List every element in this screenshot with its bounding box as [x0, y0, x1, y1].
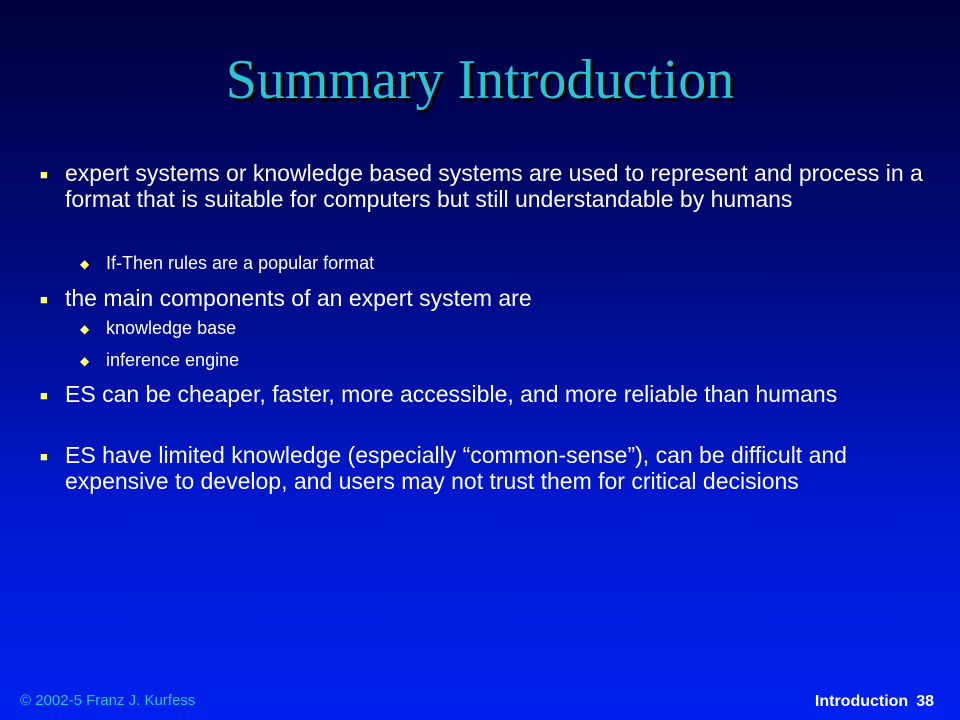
sub-bullet-text: If-Then rules are a popular format: [106, 253, 375, 273]
sub-bullet-text: inference engine: [106, 350, 240, 370]
sub-bullet-text: knowledge base: [106, 318, 237, 338]
square-bullet-icon: ■: [40, 292, 48, 307]
bullet-item: [40, 442, 930, 494]
footer-page-info: [815, 692, 934, 712]
bullet-item: [40, 285, 930, 313]
footer-copyright: © 2002-5 Franz J. Kurfess: [20, 692, 196, 709]
footer-section: Introduction: [814, 693, 909, 710]
square-bullet-icon: ■: [40, 167, 48, 182]
sub-bullet-item: [80, 252, 930, 275]
footer-page-number: 38: [916, 693, 934, 710]
diamond-bullet-icon: ◆: [80, 322, 90, 336]
sub-bullet-item: [80, 349, 930, 372]
sub-bullet-item: [80, 317, 930, 340]
bullet-text: ES have limited knowledge (especially “common-sense”), can be difficult and expensive to develop, and users may not trust them for critical decisions: [65, 442, 847, 494]
bullet-item: [40, 160, 930, 212]
diamond-bullet-icon: ◆: [80, 354, 90, 368]
bullet-text: ES can be cheaper, faster, more accessible, and more reliable than humans: [65, 381, 838, 407]
slide-title: Summary Introduction: [225, 49, 735, 111]
square-bullet-icon: ■: [40, 449, 48, 464]
bullet-item: [40, 381, 930, 409]
diamond-bullet-icon: ◆: [80, 257, 90, 271]
bullet-text: expert systems or knowledge based systems are used to represent and process in a format that is suitable for computers but still understandable by humans: [65, 160, 923, 212]
bullet-text: the main components of an expert system are: [65, 285, 532, 311]
square-bullet-icon: ■: [40, 388, 48, 403]
